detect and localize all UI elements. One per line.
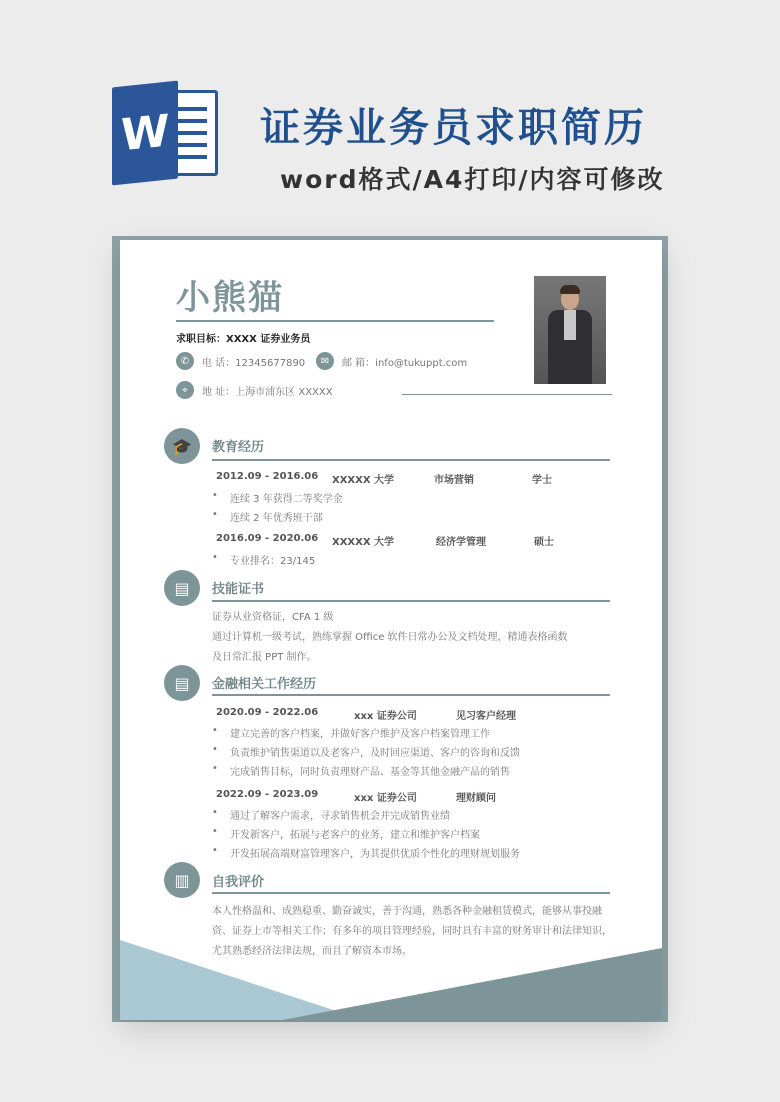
education-divider [212,459,610,461]
edu-period: 2012.09 - 2016.06 [216,471,319,482]
list-item: • 专业排名：23/145 [230,552,315,567]
job-target: 求职目标：XXXX 证券业务员 [176,334,311,345]
list-item: • 完成销售目标，同时负责理财产品、基金等其他金融产品的销售 [230,763,510,778]
work-divider [212,694,610,696]
contact-email [316,352,467,370]
edu-major: 市场营销 [434,475,474,486]
contact-address [176,381,333,399]
list-item: • 连续 3 年获得二等奖学金 [230,490,343,505]
work-company: xxx 证券公司 [354,711,417,722]
work-company: xxx 证券公司 [354,793,417,804]
banner-subtitle: word格式/A4打印/内容可修改 [280,165,665,194]
graduation-cap-icon: 🎓 [164,428,200,464]
edu-period: 2016.09 - 2020.06 [216,533,319,544]
address-text: 地 址：上海市浦东区 XXXXX [202,386,333,398]
list-item: • 通过了解客户需求，寻求销售机会并完成销售业绩 [230,807,450,822]
work-title: 金融相关工作经历 [212,677,317,692]
resume-name: 小熊猫 [176,278,284,318]
header-divider [402,394,612,395]
list-item: • 负责维护销售渠道以及老客户，及时回应渠道、客户的咨询和反馈 [230,744,520,759]
certificate-icon: ▤ [164,570,200,606]
skills-title: 技能证书 [212,582,265,597]
email-text: 邮 箱：info@tukuppt.com [342,357,468,369]
skills-text [212,608,612,668]
list-item: • 建立完善的客户档案，并做好客户维护及客户档案管理工作 [230,725,490,740]
word-icon [112,84,220,182]
name-underline [176,320,494,322]
phone-text: 电 话：12345677890 [202,357,306,369]
resume-sheet [120,240,662,1020]
list-item: • 开发新客户，拓展与老客户的业务，建立和维护客户档案 [230,826,480,841]
clipboard-icon: ▥ [164,862,200,898]
profile-photo [534,276,606,384]
work-period: 2022.09 - 2023.09 [216,789,319,800]
banner-title: 证券业务员求职简历 [260,105,647,151]
self-divider [212,892,610,894]
work-role: 理财顾问 [456,793,496,804]
skills-line: 及日常汇报 PPT 制作。 [212,652,317,663]
edu-degree: 学士 [532,475,552,486]
document-icon: ▤ [164,665,200,701]
self-line: 资、证券上市等相关工作；有多年的项目管理经验，同时具有丰富的财务审计和法律知识， [212,926,612,937]
location-icon: ⌖ [176,381,194,399]
self-line: 本人性格温和、成熟稳重、勤奋诚实，善于沟通，熟悉各种金融租赁模式，能够从事投融 [212,906,602,917]
edu-school: XXXXX 大学 [332,475,395,486]
edu-school: XXXXX 大学 [332,537,395,548]
edu-major: 经济学管理 [436,537,486,548]
self-line: 尤其熟悉经济法律法规，而且了解资本市场。 [212,946,412,957]
phone-icon: ✆ [176,352,194,370]
mail-icon: ✉ [316,352,334,370]
skills-line: 通过计算机一级考试，熟练掌握 Office 软件日常办公及文档处理，精通表格函数 [212,632,568,643]
contact-phone [176,352,305,370]
list-item: • 连续 2 年优秀班干部 [230,509,323,524]
work-role: 见习客户经理 [456,711,516,722]
work-period: 2020.09 - 2022.06 [216,707,319,718]
word-badge: W [112,81,178,186]
self-text [212,902,612,962]
skills-line: 证券从业资格证，CFA 1 级 [212,612,334,623]
self-title: 自我评价 [212,875,265,890]
education-title: 教育经历 [212,440,265,455]
skills-divider [212,600,610,602]
edu-degree: 硕士 [534,537,554,548]
list-item: • 开发拓展高端财富管理客户，为其提供优质个性化的理财规划服务 [230,845,520,860]
